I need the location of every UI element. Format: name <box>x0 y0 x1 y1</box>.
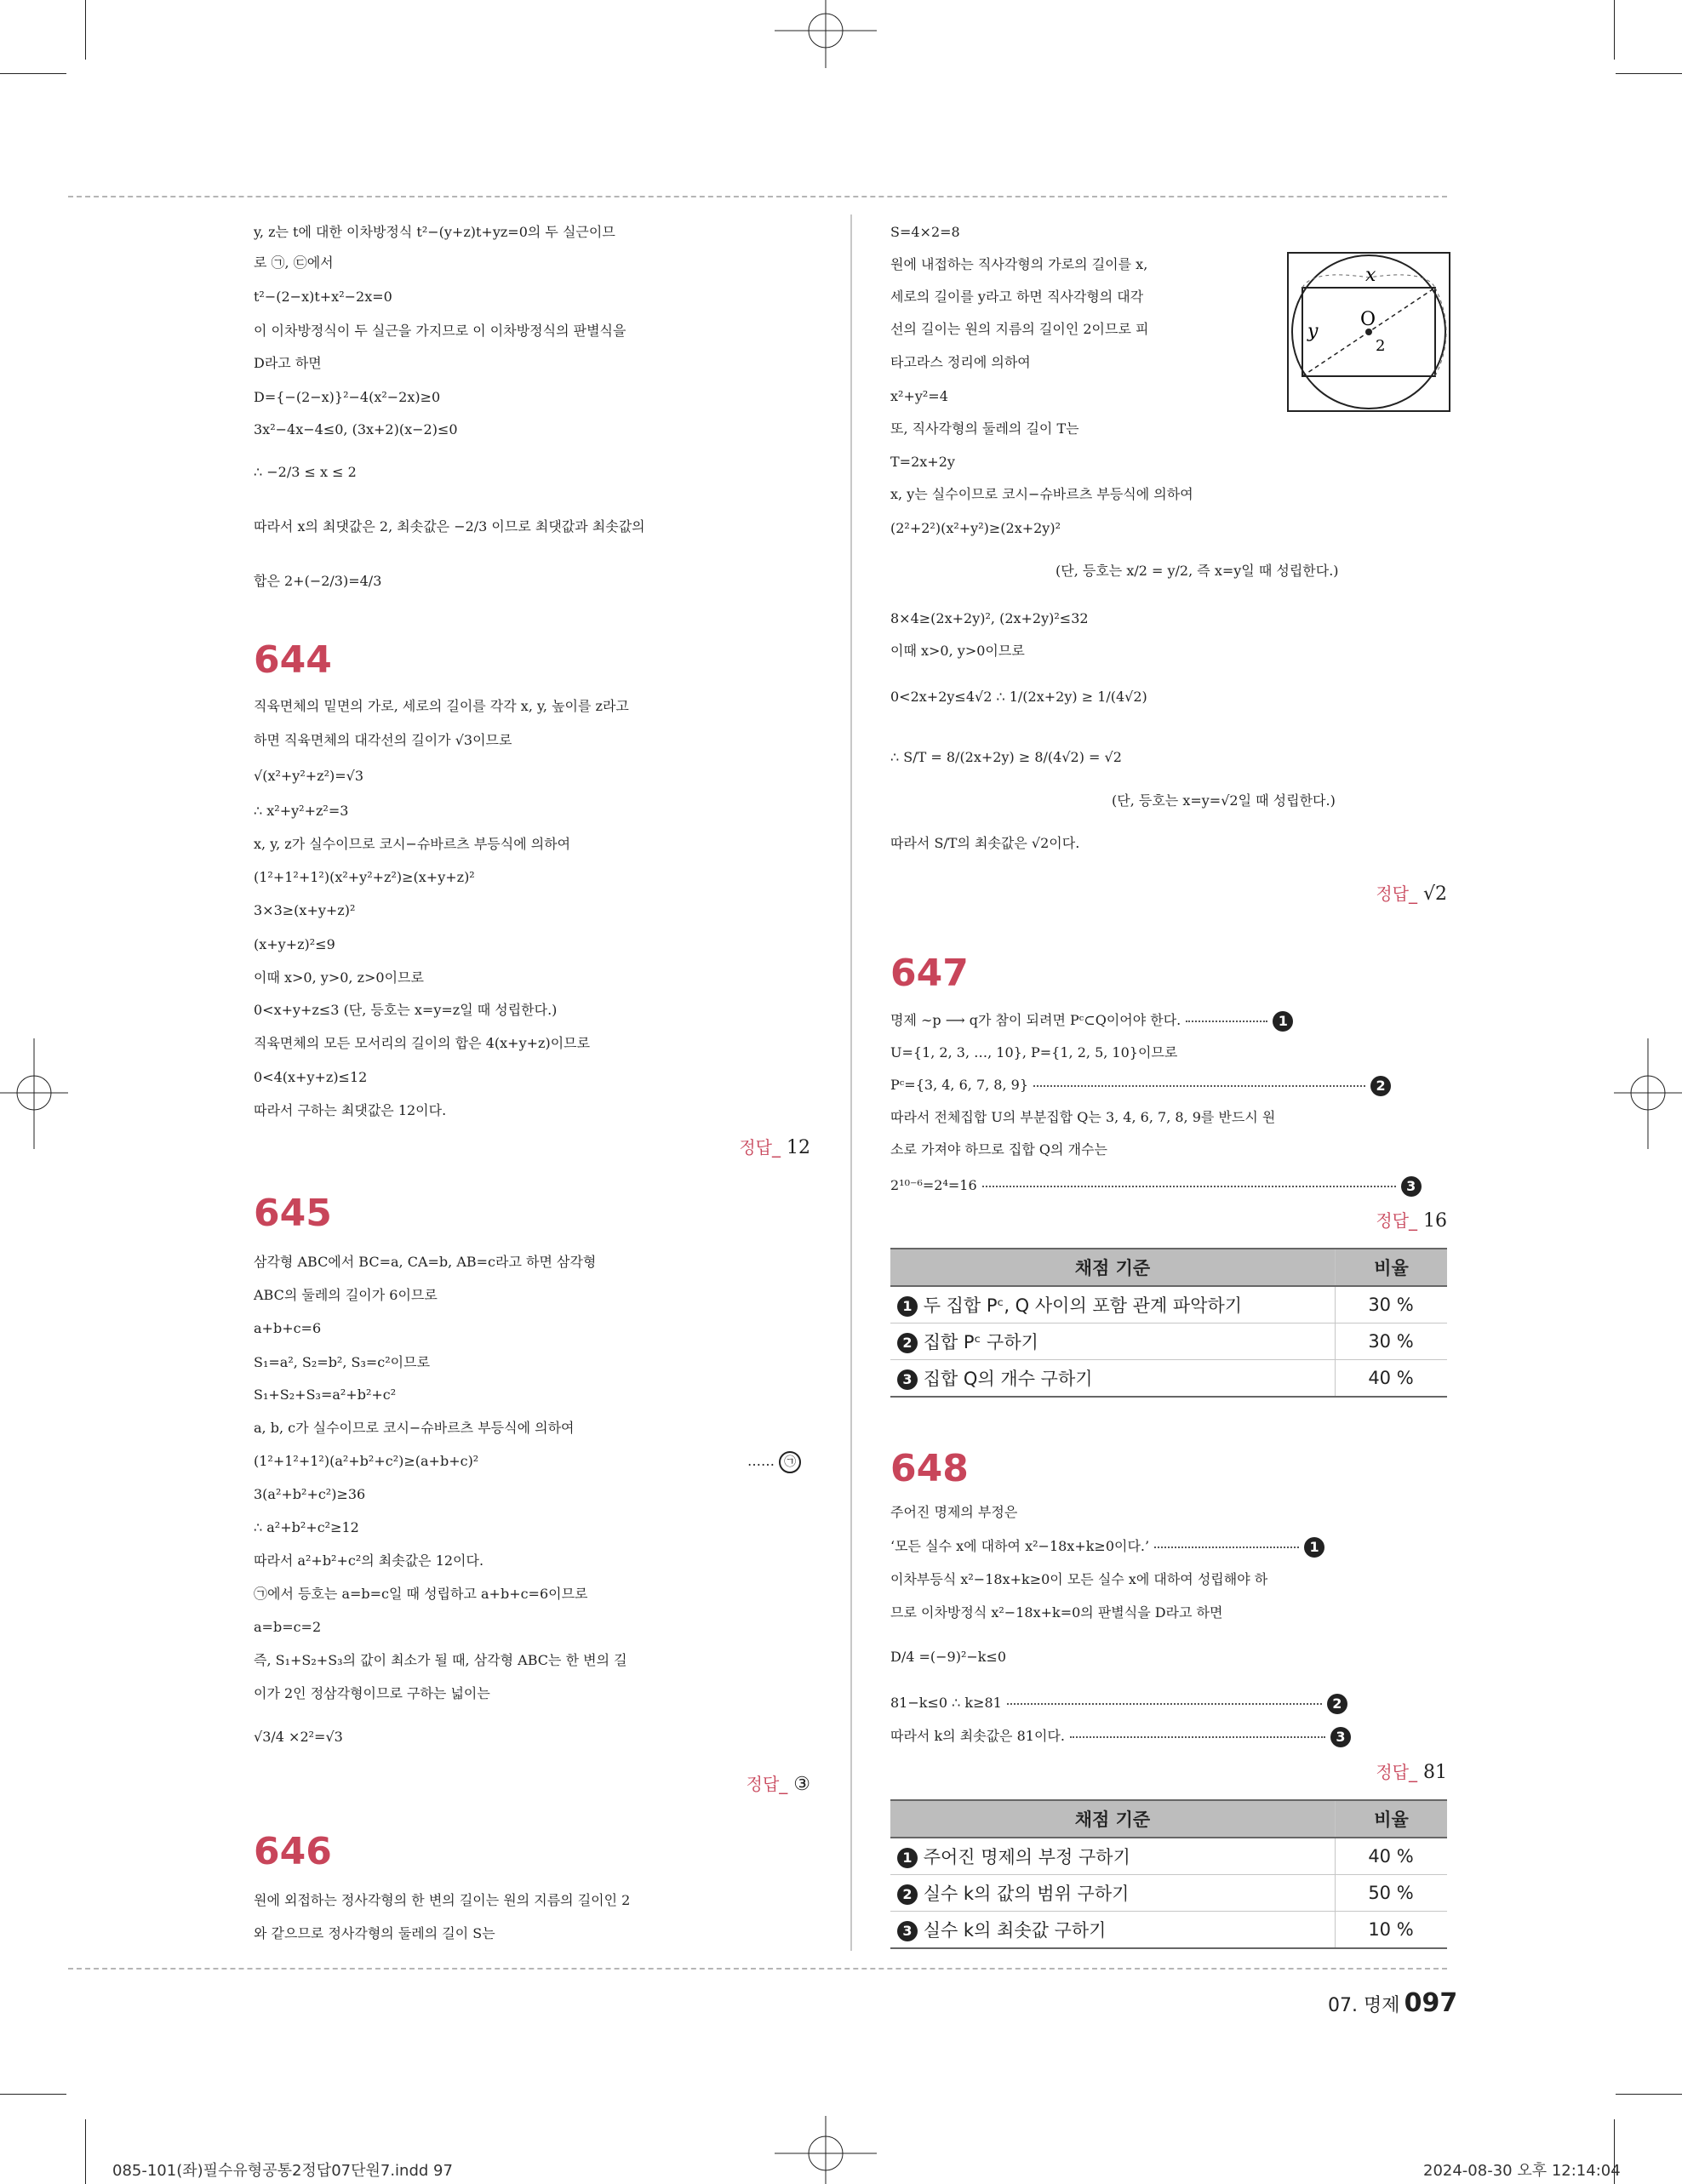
text-line: 또, 직사각형의 둘레의 길이 T는 <box>890 420 1079 437</box>
registration-mark <box>1614 1038 1682 1149</box>
equation: a+b+c=6 <box>254 1320 322 1336</box>
equation: x²+y²=4 <box>890 388 948 404</box>
text-line: 따라서 x의 최댓값은 2, 최솟값은 −2/3 이므로 최댓값과 최솟값의 <box>254 518 645 535</box>
equation: 3×3≥(x+y+z)² <box>254 902 356 918</box>
equality-condition: (단, 등호는 x=y=√2일 때 성립한다.) <box>1112 792 1336 809</box>
table-header: 채점 기준 <box>890 1249 1336 1286</box>
text-line: 므로 이차방정식 x²−18x+k=0의 판별식을 D라고 하면 <box>890 1604 1223 1621</box>
text-line: 명제 ∼p ⟶ q가 참이 되려면 Pᶜ⊂Q이어야 한다. 1 <box>890 1008 1293 1033</box>
step-mark: 2 <box>1327 1694 1347 1714</box>
text-line: 하면 직육면체의 대각선의 길이가 √3이므로 <box>254 732 512 748</box>
text-line: 삼각형 ABC에서 BC=a, CA=b, AB=c라고 하면 삼각형 <box>254 1254 597 1270</box>
equation: 0<2x+2y≤4√2 ∴ 1/(2x+2y) ≥ 1/(4√2) <box>890 689 1147 705</box>
table-row: 3 집합 Q의 개수 구하기 40 % <box>890 1360 1447 1398</box>
answer-648: 정답_ 81 <box>1376 1762 1447 1783</box>
text-line: 세로의 길이를 y라고 하면 직사각형의 대각 <box>890 289 1144 305</box>
figure-label-center: O <box>1360 309 1376 330</box>
problem-number-644: 644 <box>254 638 332 682</box>
text-line: 이차부등식 x²−18x+k≥0이 모든 실수 x에 대하여 성립해야 하 <box>890 1571 1268 1587</box>
equation: (1²+1²+1²)(x²+y²+z²)≥(x+y+z)² <box>254 869 475 885</box>
figure-label-radius: 2 <box>1376 337 1386 355</box>
text-line: 선의 길이는 원의 지름의 길이인 2이므로 피 <box>890 321 1149 337</box>
equation: 8×4≥(2x+2y)², (2x+2y)²≤32 <box>890 610 1089 626</box>
figure-label-y: y <box>1307 321 1319 342</box>
text-line: a, b, c가 실수이므로 코시−슈바르츠 부등식에 의하여 <box>254 1420 575 1436</box>
crop-mark <box>85 0 86 60</box>
registration-mark <box>775 0 877 68</box>
problem-number-646: 646 <box>254 1830 332 1873</box>
text-line: 이때 x>0, y>0이므로 <box>890 643 1025 659</box>
text-line: 직육면체의 밑면의 가로, 세로의 길이를 각각 x, y, 높이를 z라고 <box>254 698 629 714</box>
crop-mark <box>0 2094 66 2095</box>
text-line: 이가 2인 정삼각형이므로 구하는 넓이는 <box>254 1685 490 1701</box>
text-line: 따라서 구하는 최댓값은 12이다. <box>254 1102 447 1118</box>
step-mark: 3 <box>1330 1727 1351 1747</box>
answer-645: 정답_ ③ <box>746 1774 810 1795</box>
problem-number-647: 647 <box>890 952 969 995</box>
text-line: D라고 하면 <box>254 355 322 371</box>
equation: D/4 =(−9)²−k≤0 <box>890 1649 1007 1665</box>
table-row: 3 실수 k의 최솟값 구하기 10 % <box>890 1912 1447 1949</box>
equation: √3/4 ×2²=√3 <box>254 1729 343 1745</box>
step-mark: 1 <box>1304 1537 1324 1558</box>
page-footer <box>1328 1988 1457 2018</box>
problem-number-645: 645 <box>254 1192 332 1235</box>
text-line: x, y, z가 실수이므로 코시−슈바르츠 부등식에 의하여 <box>254 836 571 852</box>
scoring-table-647 <box>890 1248 1447 1398</box>
equation: S₁=a², S₂=b², S₃=c²이므로 <box>254 1354 431 1370</box>
equation: T=2x+2y <box>890 454 955 470</box>
chapter-title: 07. 명제 <box>1328 1995 1400 2016</box>
text-line: 0<x+y+z≤3 (단, 등호는 x=y=z일 때 성립한다.) <box>254 1002 558 1018</box>
equation: ∴ x²+y²+z²=3 <box>254 803 349 819</box>
equation: U={1, 2, 3, …, 10}, P={1, 2, 5, 10}이므로 <box>890 1044 1178 1061</box>
equation: ∴ −2/3 ≤ x ≤ 2 <box>254 464 357 480</box>
top-dashed-rule <box>68 196 1447 197</box>
text-line: 이 이차방정식이 두 실근을 가지므로 이 이차방정식의 판별식을 <box>254 323 626 339</box>
table-row: 1 주어진 명제의 부정 구하기 40 % <box>890 1838 1447 1875</box>
text-line: 원에 내접하는 직사각형의 가로의 길이를 x, <box>890 256 1148 272</box>
crop-mark <box>85 2119 86 2184</box>
table-row: 1 두 집합 Pᶜ, Q 사이의 포함 관계 파악하기 30 % <box>890 1286 1447 1324</box>
table-row: 2 집합 Pᶜ 구하기 30 % <box>890 1324 1447 1360</box>
equation: Pᶜ={3, 4, 6, 7, 8, 9} 2 <box>890 1072 1391 1098</box>
text-line: 원에 외접하는 정사각형의 한 변의 길이는 원의 지름의 길이인 2 <box>254 1892 631 1908</box>
print-file-name: 085-101(좌)필수유형공통2정답07단원7.indd 97 <box>112 2162 453 2180</box>
equation: S=4×2=8 <box>890 224 960 240</box>
page-number: 097 <box>1404 1988 1458 2018</box>
problem-number-648: 648 <box>890 1447 969 1490</box>
scoring-table-648 <box>890 1799 1447 1949</box>
answer-646: 정답_ √2 <box>1376 883 1447 905</box>
equation-marker: …… ㉠ <box>747 1449 801 1474</box>
text-line: y, z는 t에 대한 이차방정식 t²−(y+z)t+yz=0의 두 실근이므 <box>254 224 615 240</box>
equation: 2¹⁰⁻⁶=2⁴=16 3 <box>890 1173 1422 1198</box>
text-line: 주어진 명제의 부정은 <box>890 1504 1018 1520</box>
crop-mark <box>1616 73 1682 74</box>
table-header: 비율 <box>1336 1800 1448 1838</box>
text-line: 로 ㉠, ㉢에서 <box>254 254 334 271</box>
text-line: ㉠에서 등호는 a=b=c일 때 성립하고 a+b+c=6이므로 <box>254 1586 588 1602</box>
text-line: 이때 x>0, y>0, z>0이므로 <box>254 969 424 986</box>
text-line: 따라서 S/T의 최솟값은 √2이다. <box>890 835 1080 851</box>
equality-condition: (단, 등호는 x/2 = y/2, 즉 x=y일 때 성립한다.) <box>1056 563 1339 579</box>
equation: 합은 2+(−2/3)=4/3 <box>254 573 382 589</box>
equation: (x+y+z)²≤9 <box>254 936 335 952</box>
step-mark: 1 <box>1273 1011 1293 1032</box>
text-line: 따라서 a²+b²+c²의 최솟값은 12이다. <box>254 1552 484 1569</box>
equation: a=b=c=2 <box>254 1619 322 1635</box>
equation: √(x²+y²+z²)=√3 <box>254 768 364 784</box>
text-line: 소로 가져야 하므로 집합 Q의 개수는 <box>890 1141 1107 1158</box>
step-mark: 3 <box>1401 1176 1422 1197</box>
equation: 3(a²+b²+c²)≥36 <box>254 1486 366 1502</box>
registration-mark <box>775 2116 877 2184</box>
equation: (2²+2²)(x²+y²)≥(2x+2y)² <box>890 520 1061 536</box>
figure-label-x: x <box>1365 265 1376 286</box>
column-divider <box>850 214 852 1951</box>
text-line: 직육면체의 모든 모서리의 길이의 합은 4(x+y+z)이므로 <box>254 1035 591 1051</box>
equation: 81−k≤0 ∴ k≥81 2 <box>890 1690 1347 1716</box>
text-line: 와 같으므로 정사각형의 둘레의 길이 S는 <box>254 1925 495 1941</box>
equation: ∴ a²+b²+c²≥12 <box>254 1519 359 1535</box>
table-header: 비율 <box>1336 1249 1448 1286</box>
text-line: ABC의 둘레의 길이가 6이므로 <box>254 1287 438 1303</box>
crop-mark <box>1616 2094 1682 2095</box>
crop-mark <box>1614 0 1615 60</box>
crop-mark <box>0 73 66 74</box>
text-line: 즉, S₁+S₂+S₃의 값이 최소가 될 때, 삼각형 ABC는 한 변의 길 <box>254 1652 627 1668</box>
table-header: 채점 기준 <box>890 1800 1336 1838</box>
text-line: x, y는 실수이므로 코시−슈바르츠 부등식에 의하여 <box>890 486 1193 502</box>
equation: t²−(2−x)t+x²−2x=0 <box>254 289 392 305</box>
equation: D={−(2−x)}²−4(x²−2x)≥0 <box>254 389 441 405</box>
step-mark: 2 <box>1370 1076 1391 1096</box>
inscribed-rectangle-figure <box>1287 252 1450 412</box>
equation: 3x²−4x−4≤0, (3x+2)(x−2)≤0 <box>254 421 458 437</box>
equation: (1²+1²+1²)(a²+b²+c²)≥(a+b+c)² <box>254 1453 479 1469</box>
text-line: 따라서 k의 최솟값은 81이다. 3 <box>890 1724 1351 1749</box>
registration-mark <box>0 1038 68 1149</box>
text-line: 따라서 전체집합 U의 부분집합 Q는 3, 4, 6, 7, 8, 9를 반드시 원 <box>890 1109 1276 1125</box>
equation: ∴ S/T = 8/(2x+2y) ≥ 8/(4√2) = √2 <box>890 749 1122 765</box>
bottom-dashed-rule <box>68 1968 1447 1970</box>
print-timestamp: 2024-08-30 오후 12:14:04 <box>1423 2162 1621 2180</box>
answer-647: 정답_ 16 <box>1376 1210 1447 1232</box>
equation: 0<4(x+y+z)≤12 <box>254 1069 368 1085</box>
equation: S₁+S₂+S₃=a²+b²+c² <box>254 1386 397 1403</box>
table-row: 2 실수 k의 값의 범위 구하기 50 % <box>890 1875 1447 1912</box>
answer-644: 정답_ 12 <box>739 1137 810 1158</box>
text-line: ‘모든 실수 x에 대하여 x²−18x+k≥0이다.’ 1 <box>890 1534 1324 1559</box>
text-line: 타고라스 정리에 의하여 <box>890 354 1031 370</box>
